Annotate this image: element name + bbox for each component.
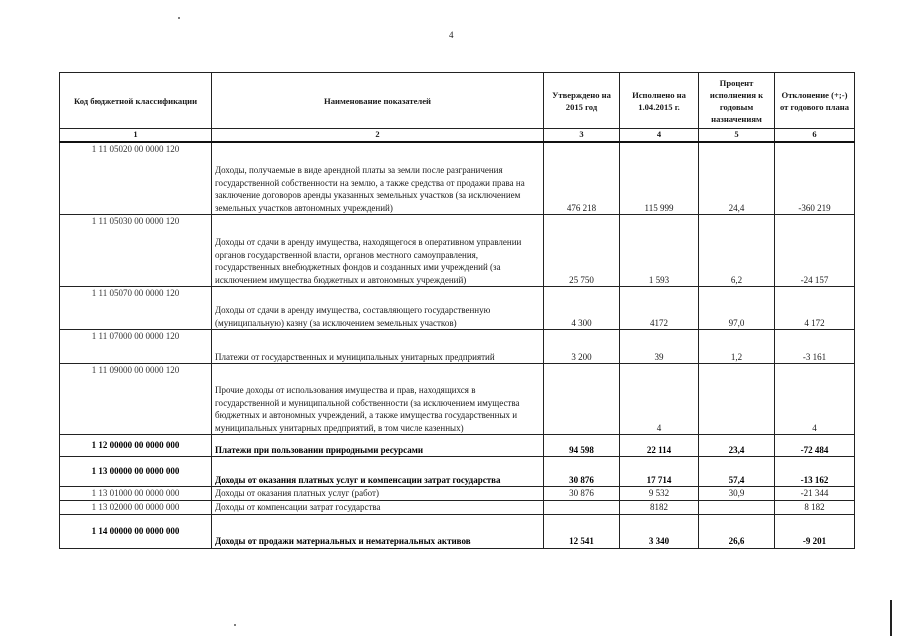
- approved-cell: 476 218: [544, 142, 620, 215]
- percent-cell: 6,2: [699, 215, 775, 287]
- executed-cell: 17 714: [620, 457, 699, 487]
- approved-cell: 3 200: [544, 330, 620, 364]
- code-cell: 1 11 09000 00 0000 120: [60, 364, 212, 435]
- column-number: 4: [620, 129, 699, 142]
- approved-cell: [544, 500, 620, 514]
- executed-cell: 4172: [620, 287, 699, 330]
- name-cell: Доходы от оказания платных услуг (работ): [212, 487, 544, 501]
- approved-cell: 30 876: [544, 487, 620, 501]
- page-number: 4: [449, 30, 454, 40]
- percent-cell: 57,4: [699, 457, 775, 487]
- header-percent: Процент исполнения к годовым назначениям: [699, 73, 775, 129]
- code-cell: 1 13 00000 00 0000 000: [60, 457, 212, 487]
- column-number: 1: [60, 129, 212, 142]
- approved-cell: 25 750: [544, 215, 620, 287]
- approved-cell: 12 541: [544, 514, 620, 548]
- header-name: Наименование показателей: [212, 73, 544, 129]
- executed-cell: 39: [620, 330, 699, 364]
- header-deviation: Отклонение (+;-) от годового плана: [775, 73, 855, 129]
- table-row: [60, 215, 855, 287]
- executed-cell: 3 340: [620, 514, 699, 548]
- name-cell: Платежи от государственных и муниципальных унитарных предприятий: [212, 330, 544, 364]
- name-cell: Платежи при пользовании природными ресурсами: [212, 435, 544, 457]
- deviation-cell: -24 157: [775, 215, 855, 287]
- table-row: [60, 330, 855, 364]
- table-row: [60, 457, 855, 487]
- header-executed: Исполнено на 1.04.2015 г.: [620, 73, 699, 129]
- percent-cell: 26,6: [699, 514, 775, 548]
- name-cell: Прочие доходы от использования имущества и прав, находящихся в государственной и муниципальной собственности (за исключением имущества бюджетных и автономных учреждений, а также имущества государственных и муниципальных унитарных предприятий, в том числе казенных): [212, 364, 544, 435]
- code-cell: 1 13 02000 00 0000 000: [60, 500, 212, 514]
- scan-speck: [178, 17, 180, 19]
- deviation-cell: 8 182: [775, 500, 855, 514]
- header-approved: Утверждено на 2015 год: [544, 73, 620, 129]
- code-cell: 1 11 05030 00 0000 120: [60, 215, 212, 287]
- deviation-cell: -72 484: [775, 435, 855, 457]
- header-code: Код бюджетной классификации: [60, 73, 212, 129]
- budget-table: [59, 72, 855, 549]
- code-cell: 1 14 00000 00 0000 000: [60, 514, 212, 548]
- deviation-cell: 4: [775, 364, 855, 435]
- table-row: [60, 142, 855, 215]
- name-cell: Доходы от сдачи в аренду имущества, составляющего государственную (муниципальную) казну (за исключением земельных участков): [212, 287, 544, 330]
- code-cell: 1 13 01000 00 0000 000: [60, 487, 212, 501]
- column-number-row: [60, 129, 855, 142]
- deviation-cell: 4 172: [775, 287, 855, 330]
- column-number: 6: [775, 129, 855, 142]
- approved-cell: 94 598: [544, 435, 620, 457]
- column-number: 5: [699, 129, 775, 142]
- code-cell: 1 11 05070 00 0000 120: [60, 287, 212, 330]
- deviation-cell: -9 201: [775, 514, 855, 548]
- column-number: 2: [212, 129, 544, 142]
- code-cell: 1 12 00000 00 0000 000: [60, 435, 212, 457]
- name-cell: Доходы от продажи материальных и нематериальных активов: [212, 514, 544, 548]
- column-number: 3: [544, 129, 620, 142]
- deviation-cell: -21 344: [775, 487, 855, 501]
- name-cell: Доходы, получаемые в виде арендной платы за земли после разграничения государственной собственности на землю, а также средства от продажи права на заключение договоров аренды указанных земельных участков (за исключением земельных участков автономных учреждений): [212, 142, 544, 215]
- percent-cell: [699, 500, 775, 514]
- table-row: [60, 487, 855, 501]
- approved-cell: 30 876: [544, 457, 620, 487]
- executed-cell: 1 593: [620, 215, 699, 287]
- table-row: [60, 435, 855, 457]
- table-row: [60, 287, 855, 330]
- table-header-row: [60, 73, 855, 129]
- percent-cell: 97,0: [699, 287, 775, 330]
- table-row: [60, 514, 855, 548]
- executed-cell: 9 532: [620, 487, 699, 501]
- executed-cell: 115 999: [620, 142, 699, 215]
- deviation-cell: -360 219: [775, 142, 855, 215]
- executed-cell: 22 114: [620, 435, 699, 457]
- percent-cell: 24,4: [699, 142, 775, 215]
- approved-cell: 4 300: [544, 287, 620, 330]
- deviation-cell: -3 161: [775, 330, 855, 364]
- name-cell: Доходы от оказания платных услуг и компенсации затрат государства: [212, 457, 544, 487]
- percent-cell: 1,2: [699, 330, 775, 364]
- table-row: [60, 364, 855, 435]
- scan-edge-mark: [890, 600, 892, 636]
- name-cell: Доходы от компенсации затрат государства: [212, 500, 544, 514]
- executed-cell: 8182: [620, 500, 699, 514]
- deviation-cell: -13 162: [775, 457, 855, 487]
- percent-cell: 23,4: [699, 435, 775, 457]
- table-row: [60, 500, 855, 514]
- percent-cell: 30,9: [699, 487, 775, 501]
- name-cell: Доходы от сдачи в аренду имущества, находящегося в оперативном управлении органов государственной власти, органов местного самоуправления, государственных внебюджетных фондов и созданных ими учреждений (за исключением имущества бюджетных и автономных учреждений): [212, 215, 544, 287]
- executed-cell: 4: [620, 364, 699, 435]
- code-cell: 1 11 07000 00 0000 120: [60, 330, 212, 364]
- percent-cell: [699, 364, 775, 435]
- scan-speck: [234, 624, 236, 626]
- code-cell: 1 11 05020 00 0000 120: [60, 142, 212, 215]
- approved-cell: [544, 364, 620, 435]
